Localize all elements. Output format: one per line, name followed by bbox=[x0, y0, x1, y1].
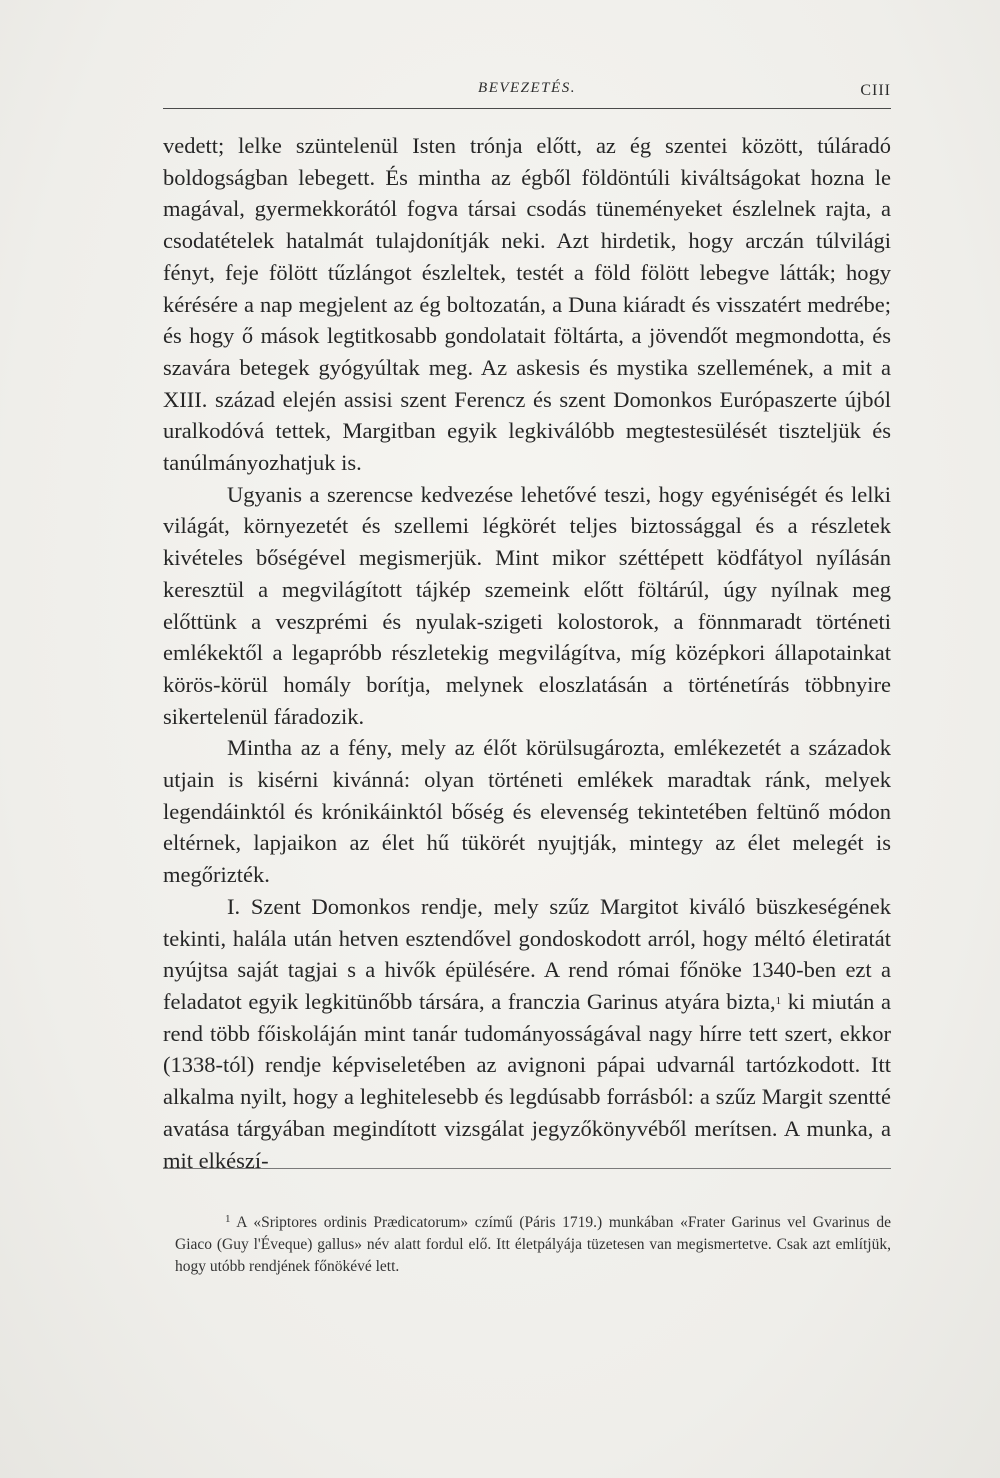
paragraph-4 bbox=[163, 891, 891, 1176]
footnote-rule bbox=[163, 1168, 891, 1169]
paragraph-4-continuation: ki miután a rend több főiskoláján mint tanár tudományosságával nagy hírre tett szert, ekkor (1338-tól) rendje képviseletében az avignoni pápai udvarnál tartózkodott. Itt alkalma nyilt, hogy a leghitelesebb és legdúsabb forrásból: a szűz Margit szentté avatása tárgyában megindított vizsgálat jegyzőkönyvéből merítsen. A munka, a mit elkészí- bbox=[163, 988, 891, 1173]
paragraph-2: Ugyanis a szerencse kedvezése lehetővé teszi, hogy egyéniségét és lelki világát, környezetét és szellemi légkörét teljes biztossággal és a részletek kivételes bőségével megismerjük. Mint mikor széttépett ködfátyol nyílásán keresztül a megvilágított tájkép szemeink előtt föltárúl, úgy nyílnak meg előttünk a veszprémi és nyulak-szigeti kolostorok, a fönnmaradt történeti emlékektől a legapróbb részletekig megvilágítva, míg középkori állapotainkat körös-körül homály borítja, melynek eloszlatásán a történetírás többnyire sikertelenül fáradozik. bbox=[163, 481, 891, 729]
footnote-text: A «Sriptores ordinis Prædicatorum» czímű (Páris 1719.) munkában «Frater Garinus vel Gvarinus de Giaco (Guy l'Éveque) gallus» név alatt fordul elő. Itt életpályája tüzetesen van megismertetve. Csak azt említjük, hogy utóbb rendjének főnökévé lett. bbox=[175, 1214, 891, 1275]
footnote-reference[interactable]: 1 bbox=[775, 994, 782, 1007]
main-text bbox=[163, 130, 891, 1176]
footnote-mark: 1 bbox=[225, 1213, 231, 1225]
footnote bbox=[175, 1208, 891, 1278]
paragraph-3: Mintha az a fény, mely az élőt körülsugározta, emlékezetét a századok utjain is kisérni kivánná: olyan történeti emlékek maradtak ránk, melyek legendáinktól és krónikáinktól bőség és elevenség tekintetében feltünő módon eltérnek, lapjaikon az élet hű tükörét nyujtják, mintegy az élet melegét is megőrizték. bbox=[163, 735, 891, 888]
running-head: BEVEZETÉS. bbox=[478, 80, 576, 96]
paragraph-1: vedett; lelke szüntelenül Isten trónja előtt, az ég szentei között, túláradó boldogságban lebegett. És mintha az égből földöntúli kiváltságokat hozna le magával, gyermekkorától fogva társai csodás tüneményeket észlelnek rajta, a csodatételek hatalmát tulajdonítják neki. Azt hirdetik, hogy arczán túlvilági fényt, feje fölött tűzlángot észleltek, testét a föld fölött lebegve látták; hogy kérésére a nap megjelent az ég boltozatán, a Duna kiáradt és visszatért medrébe; és hogy ő mások legtitkosabb gondolatait föltárta, a jövendőt megmondotta, és szavára betegek gyógyúltak meg. Az askesis és mystika szellemének, a mit a XIII. század elején assisi szent Ferencz és szent Domonkos Európaszerte újból uralkodóvá tettek, Margitban egyik legkiválóbb megtestesülését tiszteljük és tanúlmányozhatjuk is. bbox=[163, 133, 891, 476]
paragraph-4-text: I. Szent Domonkos rendje, mely szűz Margitot kiváló büszkeségének tekinti, halála után hetven esztendővel gondoskodott arról, hogy méltó életiratát nyújtsa saját tagjai s a hivők épülésére. A rend római főnöke 1340-ben ezt a feladatot egyik legkitünőbb társára, a franczia Garinus atyára bizta, bbox=[163, 893, 891, 1014]
header-rule bbox=[163, 108, 891, 109]
footnote-paragraph bbox=[175, 1208, 891, 1278]
page-number: CIII bbox=[860, 82, 891, 99]
page-header bbox=[163, 80, 891, 108]
